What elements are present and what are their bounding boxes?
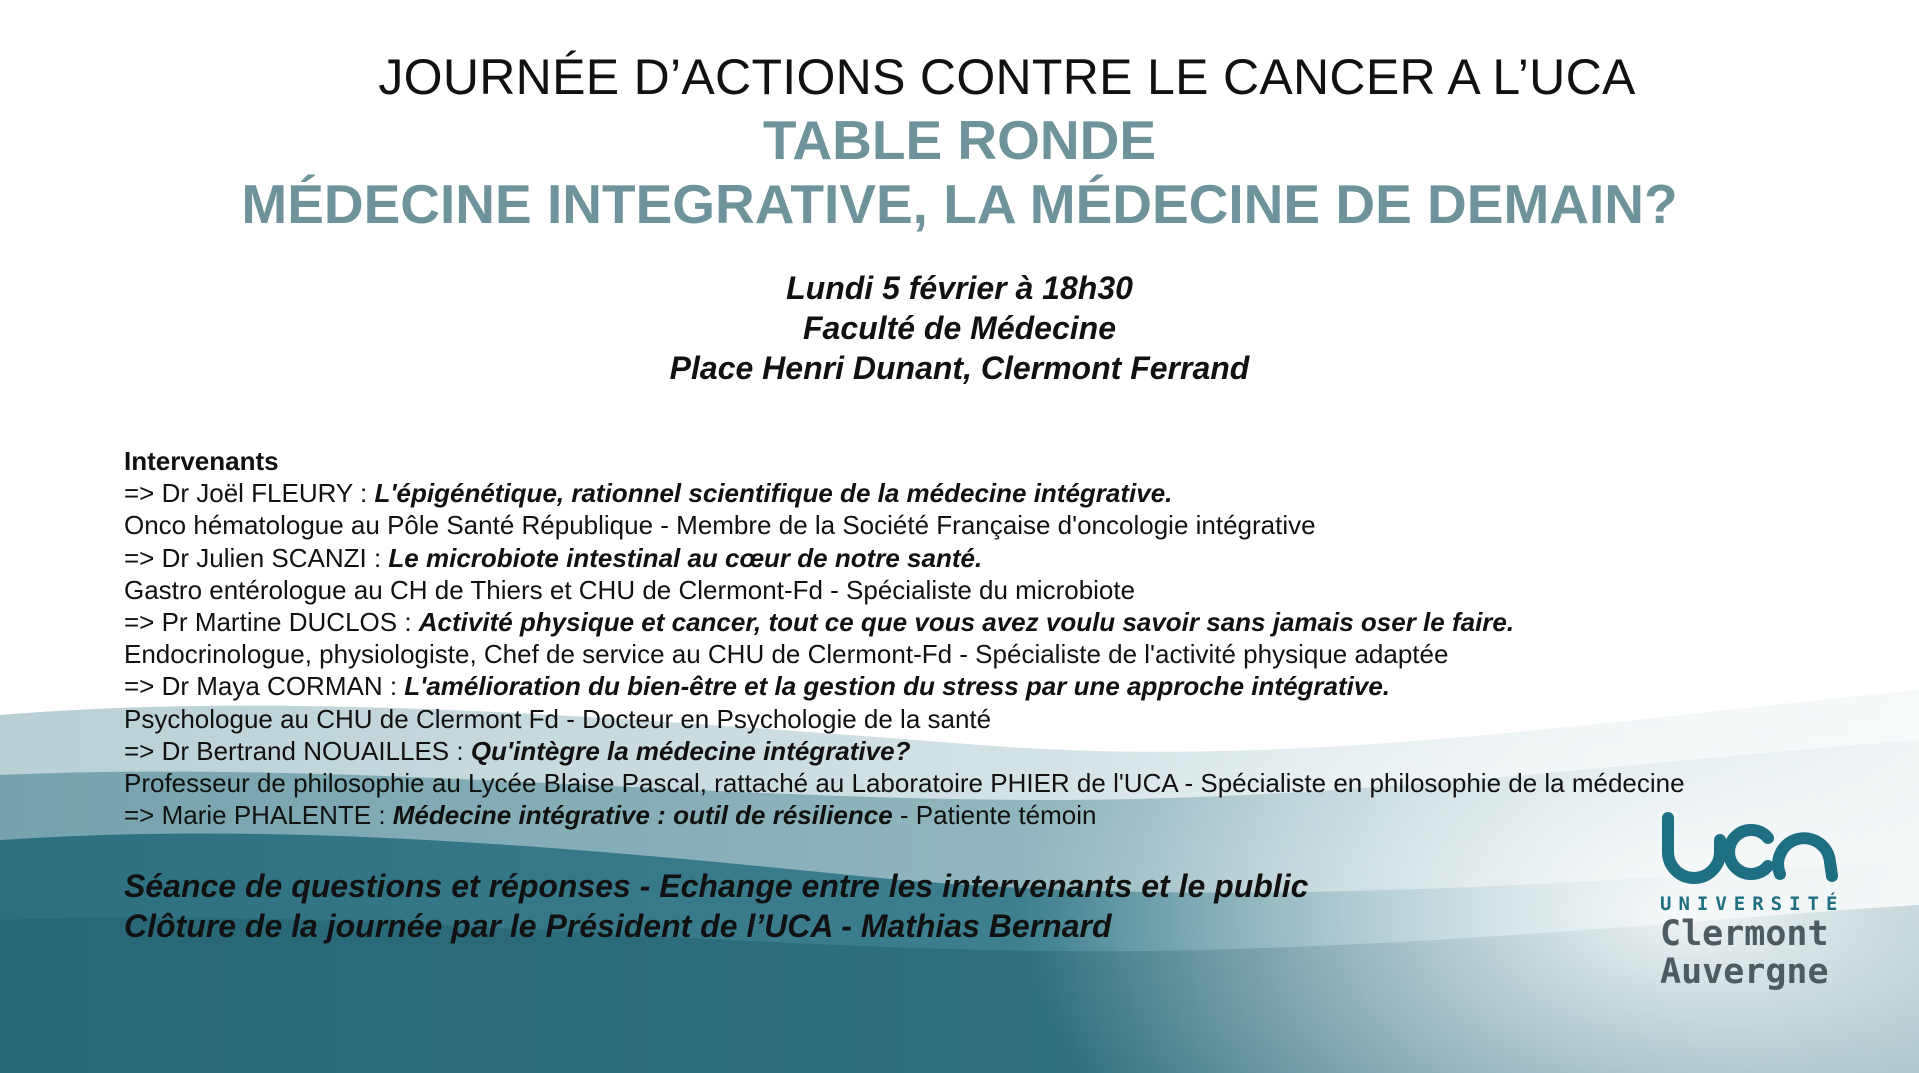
closing-section (124, 866, 1308, 946)
speaker-row (124, 735, 1685, 767)
speaker-row (124, 606, 1685, 638)
talk-title: Médecine intégrative : outil de résilience (392, 800, 893, 831)
logo-university: UNIVERSITÉ (1660, 893, 1845, 915)
speaker-bio: Professeur de philosophie au Lycée Blaise Pascal, rattaché au Laboratoire PHIER de l'UCA - Spécialiste en philosophie de la médecine (124, 768, 1685, 799)
event-title: JOURNÉE D’ACTIONS CONTRE LE CANCER A L’UCA (378, 49, 1636, 105)
speaker-row (124, 799, 1685, 831)
speaker-role: - Patiente témoin (892, 800, 1097, 831)
speaker-name: => Dr Julien SCANZI : (124, 542, 389, 573)
speaker-name: => Pr Martine DUCLOS : (124, 607, 419, 638)
event-address: Place Henri Dunant, Clermont Ferrand (669, 350, 1250, 386)
talk-title: L'épigénétique, rationnel scientifique de la médecine intégrative. (374, 478, 1173, 509)
talk-title: Qu'intègre la médecine intégrative? (470, 735, 911, 766)
qa-session: Séance de questions et réponses - Echange entre les intervenants et le public (124, 868, 1309, 904)
event-venue: Faculté de Médecine (803, 310, 1116, 346)
uca-logo (1660, 810, 1860, 991)
speaker-row (124, 542, 1685, 574)
speaker-bio: Gastro entérologue au CH de Thiers et CHU de Clermont-Fd - Spécialiste du microbiote (124, 574, 1136, 605)
logo-region: Auvergne (1660, 952, 1829, 992)
speaker-bio: Psychologue au CHU de Clermont Fd - Docteur en Psychologie de la santé (124, 703, 992, 734)
talk-title: Le microbiote intestinal au cœur de notre santé. (388, 542, 983, 573)
speaker-name: => Dr Joël FLEURY : (124, 478, 375, 509)
speaker-row (124, 670, 1685, 702)
talk-title: L'amélioration du bien-être et la gestion du stress par une approche intégrative. (404, 671, 1391, 702)
theme-title: MÉDECINE INTEGRATIVE, LA MÉDECINE DE DEMAIN? (241, 173, 1678, 235)
speaker-row (124, 477, 1685, 509)
round-table-title: TABLE RONDE (762, 109, 1157, 171)
closing-speech: Clôture de la journée par le Président de l’UCA - Mathias Bernard (124, 908, 1112, 944)
speaker-name: => Dr Bertrand NOUAILLES : (124, 735, 471, 766)
speaker-bio: Onco hématologue au Pôle Santé République - Membre de la Société Française d'oncologie intégrative (124, 510, 1316, 541)
speakers-heading: Intervenants (124, 446, 279, 476)
event-details (0, 268, 1919, 388)
speaker-name: => Marie PHALENTE : (124, 800, 393, 831)
speaker-bio: Endocrinologue, physiologiste, Chef de service au CHU de Clermont-Fd - Spécialiste de l'activité physique adaptée (124, 639, 1449, 670)
speakers-list (124, 445, 1685, 831)
event-date: Lundi 5 février à 18h30 (786, 270, 1133, 306)
uca-logo-mark (1660, 810, 1840, 886)
talk-title: Activité physique et cancer, tout ce que vous avez voulu savoir sans jamais oser le faire. (418, 607, 1515, 638)
speaker-name: => Dr Maya CORMAN : (124, 671, 405, 702)
logo-city: Clermont (1660, 914, 1829, 954)
